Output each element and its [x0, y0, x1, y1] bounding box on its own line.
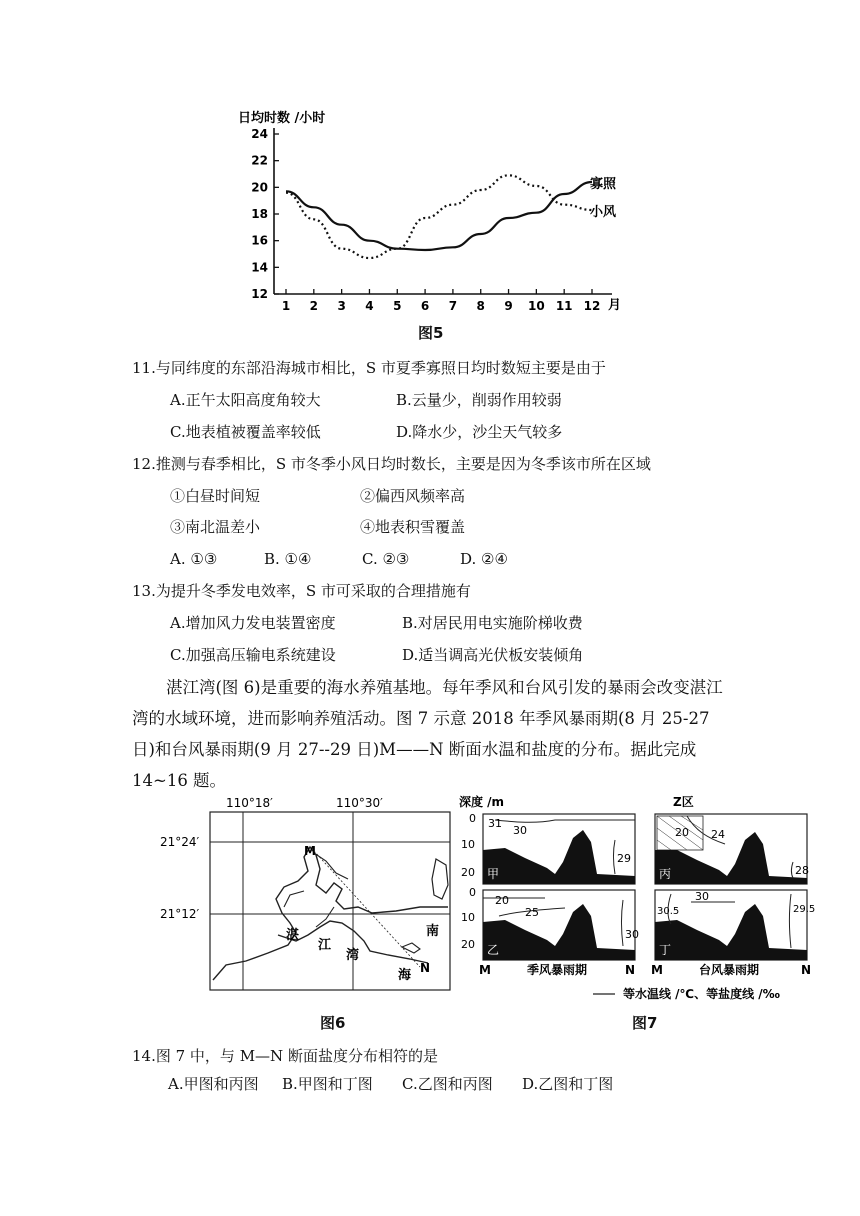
- depth-tick: 20: [461, 938, 475, 951]
- x-tick-label: 2: [309, 299, 318, 313]
- series-label-xiaofeng: 小风: [590, 205, 617, 220]
- y-tick-label: 14: [251, 260, 268, 275]
- series-line-guazhao: [286, 182, 592, 250]
- y-tick-label: 16: [251, 233, 268, 248]
- q11-option-d: D.降水少，沙尘天气较多: [396, 423, 563, 441]
- figure-6-caption: 图6: [320, 1014, 346, 1032]
- q12-item-1: ①白昼时间短: [170, 487, 261, 505]
- x-axis-label: 月: [608, 298, 622, 313]
- map-label-hai: 海: [398, 968, 412, 983]
- figure-6-map: [158, 795, 458, 995]
- map-label-jiang: 江: [318, 938, 332, 953]
- map-label-wan: 湾: [346, 948, 360, 963]
- x-tick-label: 5: [393, 299, 402, 313]
- svg-text:25: 25: [525, 906, 539, 919]
- x-tick-label: 9: [504, 299, 513, 313]
- q12-option-a: A. ①③: [170, 550, 218, 568]
- svg-text:乙: 乙: [487, 943, 500, 957]
- svg-text:甲: 甲: [487, 867, 500, 881]
- z-zone-label: Z区: [673, 795, 694, 809]
- x-tick-label: 10: [528, 299, 545, 313]
- q12-stem: 12.推测与春季相比，S 市冬季小风日均时数长，主要是因为冬季该市所在区域: [132, 455, 651, 473]
- svg-text:20: 20: [675, 826, 689, 839]
- section-period-monsoon: 季风暴雨期: [527, 963, 588, 977]
- svg-text:29: 29: [617, 852, 631, 865]
- q12-item-3: ③南北温差小: [170, 518, 261, 536]
- depth-tick: 0: [469, 812, 476, 825]
- q12-option-b: B. ①④: [264, 550, 312, 568]
- q12-item-4: ④地表积雪覆盖: [360, 518, 466, 536]
- q13-option-a: A.增加风力发电装置密度: [170, 614, 336, 632]
- figure-5-chart: [230, 100, 650, 350]
- section-period-typhoon: 台风暴雨期: [699, 963, 760, 977]
- x-tick-label: 12: [583, 299, 601, 313]
- q11-option-a: A.正午太阳高度角较大: [170, 391, 321, 409]
- svg-text:31: 31: [488, 817, 502, 830]
- svg-text:29.5: 29.5: [793, 904, 815, 915]
- river-branch: [284, 853, 348, 927]
- svg-text:24: 24: [711, 828, 725, 841]
- y-tick-label: 12: [251, 287, 268, 301]
- svg-text:20: 20: [495, 894, 509, 907]
- section-m-left: M: [479, 963, 491, 977]
- q13-option-d: D.适当调高光伏板安装倾角: [402, 646, 584, 664]
- q14-option-d: D.乙图和丁图: [522, 1075, 614, 1093]
- q12-option-d: D. ②④: [460, 550, 508, 568]
- map-label-nan: 南: [426, 924, 440, 939]
- x-tick-label: 6: [420, 299, 430, 313]
- lat-label-2: 21°12′: [160, 907, 200, 921]
- panel-yi: [483, 890, 639, 960]
- map-label-zhan: 湛: [286, 928, 300, 943]
- section-m-right: M: [651, 963, 663, 977]
- x-tick-label: 7: [448, 299, 458, 313]
- svg-text:丙: 丙: [659, 867, 672, 881]
- svg-text:30: 30: [625, 928, 639, 941]
- x-tick-label: 1: [281, 299, 291, 313]
- depth-tick: 10: [461, 838, 475, 851]
- island-east: [432, 859, 448, 899]
- x-tick-label: 3: [337, 299, 346, 313]
- q12-item-2: ②偏西风频率高: [360, 487, 466, 505]
- y-tick-label: 22: [251, 153, 268, 168]
- map-frame: [210, 812, 450, 990]
- q14-option-b: B.甲图和丁图: [282, 1075, 373, 1093]
- q13-option-c: C.加强高压输电系统建设: [170, 646, 336, 664]
- q14-option-a: A.甲图和丙图: [168, 1075, 259, 1093]
- x-tick-label: 11: [555, 299, 573, 313]
- intro-paragraph: 湛江湾(图 6)是重要的海水养殖基地。每年季风和台风引发的暴雨会改变湛江湾的水域环境，进而影响养殖活动。图 7 示意 2018 年季风暴雨期(8 月 25-27 日)和台风暴雨期(9 月 27--29 日)M——N 断面水温和盐度的分布。据此完成 14~16 题。: [132, 678, 723, 790]
- q11-option-b: B.云量少，削弱作用较弱: [396, 391, 562, 409]
- islet: [402, 943, 420, 953]
- q11-stem: 11.与同纬度的东部沿海城市相比，S 市夏季寡照日均时数短主要是由于: [132, 359, 606, 377]
- lat-label-1: 21°24′: [160, 835, 200, 849]
- panel-ding: [655, 890, 815, 960]
- section-n-right: N: [801, 963, 812, 977]
- svg-text:30.5: 30.5: [657, 906, 680, 917]
- figure-7-caption: 图7: [632, 1014, 658, 1032]
- legend-text: 等水温线 /℃、等盐度线 /‰: [623, 987, 780, 1001]
- map-label-m: M: [304, 844, 316, 858]
- lon-label-1: 110°18′: [226, 796, 273, 810]
- depth-tick: 10: [461, 911, 475, 924]
- panel-bing: [655, 814, 809, 884]
- y-tick-label: 24: [251, 127, 268, 141]
- map-label-n: N: [420, 961, 431, 975]
- x-tick-label: 4: [365, 299, 374, 313]
- depth-tick: 20: [461, 866, 475, 879]
- svg-text:28: 28: [795, 864, 809, 877]
- panel-jia: [483, 814, 635, 884]
- section-n-left: N: [625, 963, 636, 977]
- q12-option-c: C. ②③: [362, 550, 410, 568]
- series-line-xiaofeng: [286, 175, 592, 258]
- depth-axis-label: 深度 /m: [459, 795, 505, 809]
- y-tick-label: 20: [251, 180, 268, 195]
- svg-text:30: 30: [513, 824, 527, 837]
- svg-text:30: 30: [695, 890, 709, 903]
- y-tick-label: 18: [251, 207, 268, 221]
- q14-option-c: C.乙图和丙图: [402, 1075, 493, 1093]
- figure-7-sections: [455, 790, 815, 1005]
- y-axis-label: 日均时数 /小时: [238, 111, 326, 126]
- q14-stem: 14.图 7 中，与 M—N 断面盐度分布相符的是: [132, 1047, 438, 1065]
- q13-option-b: B.对居民用电实施阶梯收费: [402, 614, 583, 632]
- figure-5-caption: 图5: [418, 324, 444, 342]
- q11-option-c: C.地表植被覆盖率较低: [170, 423, 321, 441]
- lon-label-2: 110°30′: [336, 796, 383, 810]
- q13-stem: 13.为提升冬季发电效率，S 市可采取的合理措施有: [132, 582, 471, 600]
- series-label-guazhao: 寡照: [590, 177, 617, 192]
- x-tick-label: 8: [476, 299, 485, 313]
- svg-text:丁: 丁: [659, 943, 672, 957]
- depth-tick: 0: [469, 886, 476, 899]
